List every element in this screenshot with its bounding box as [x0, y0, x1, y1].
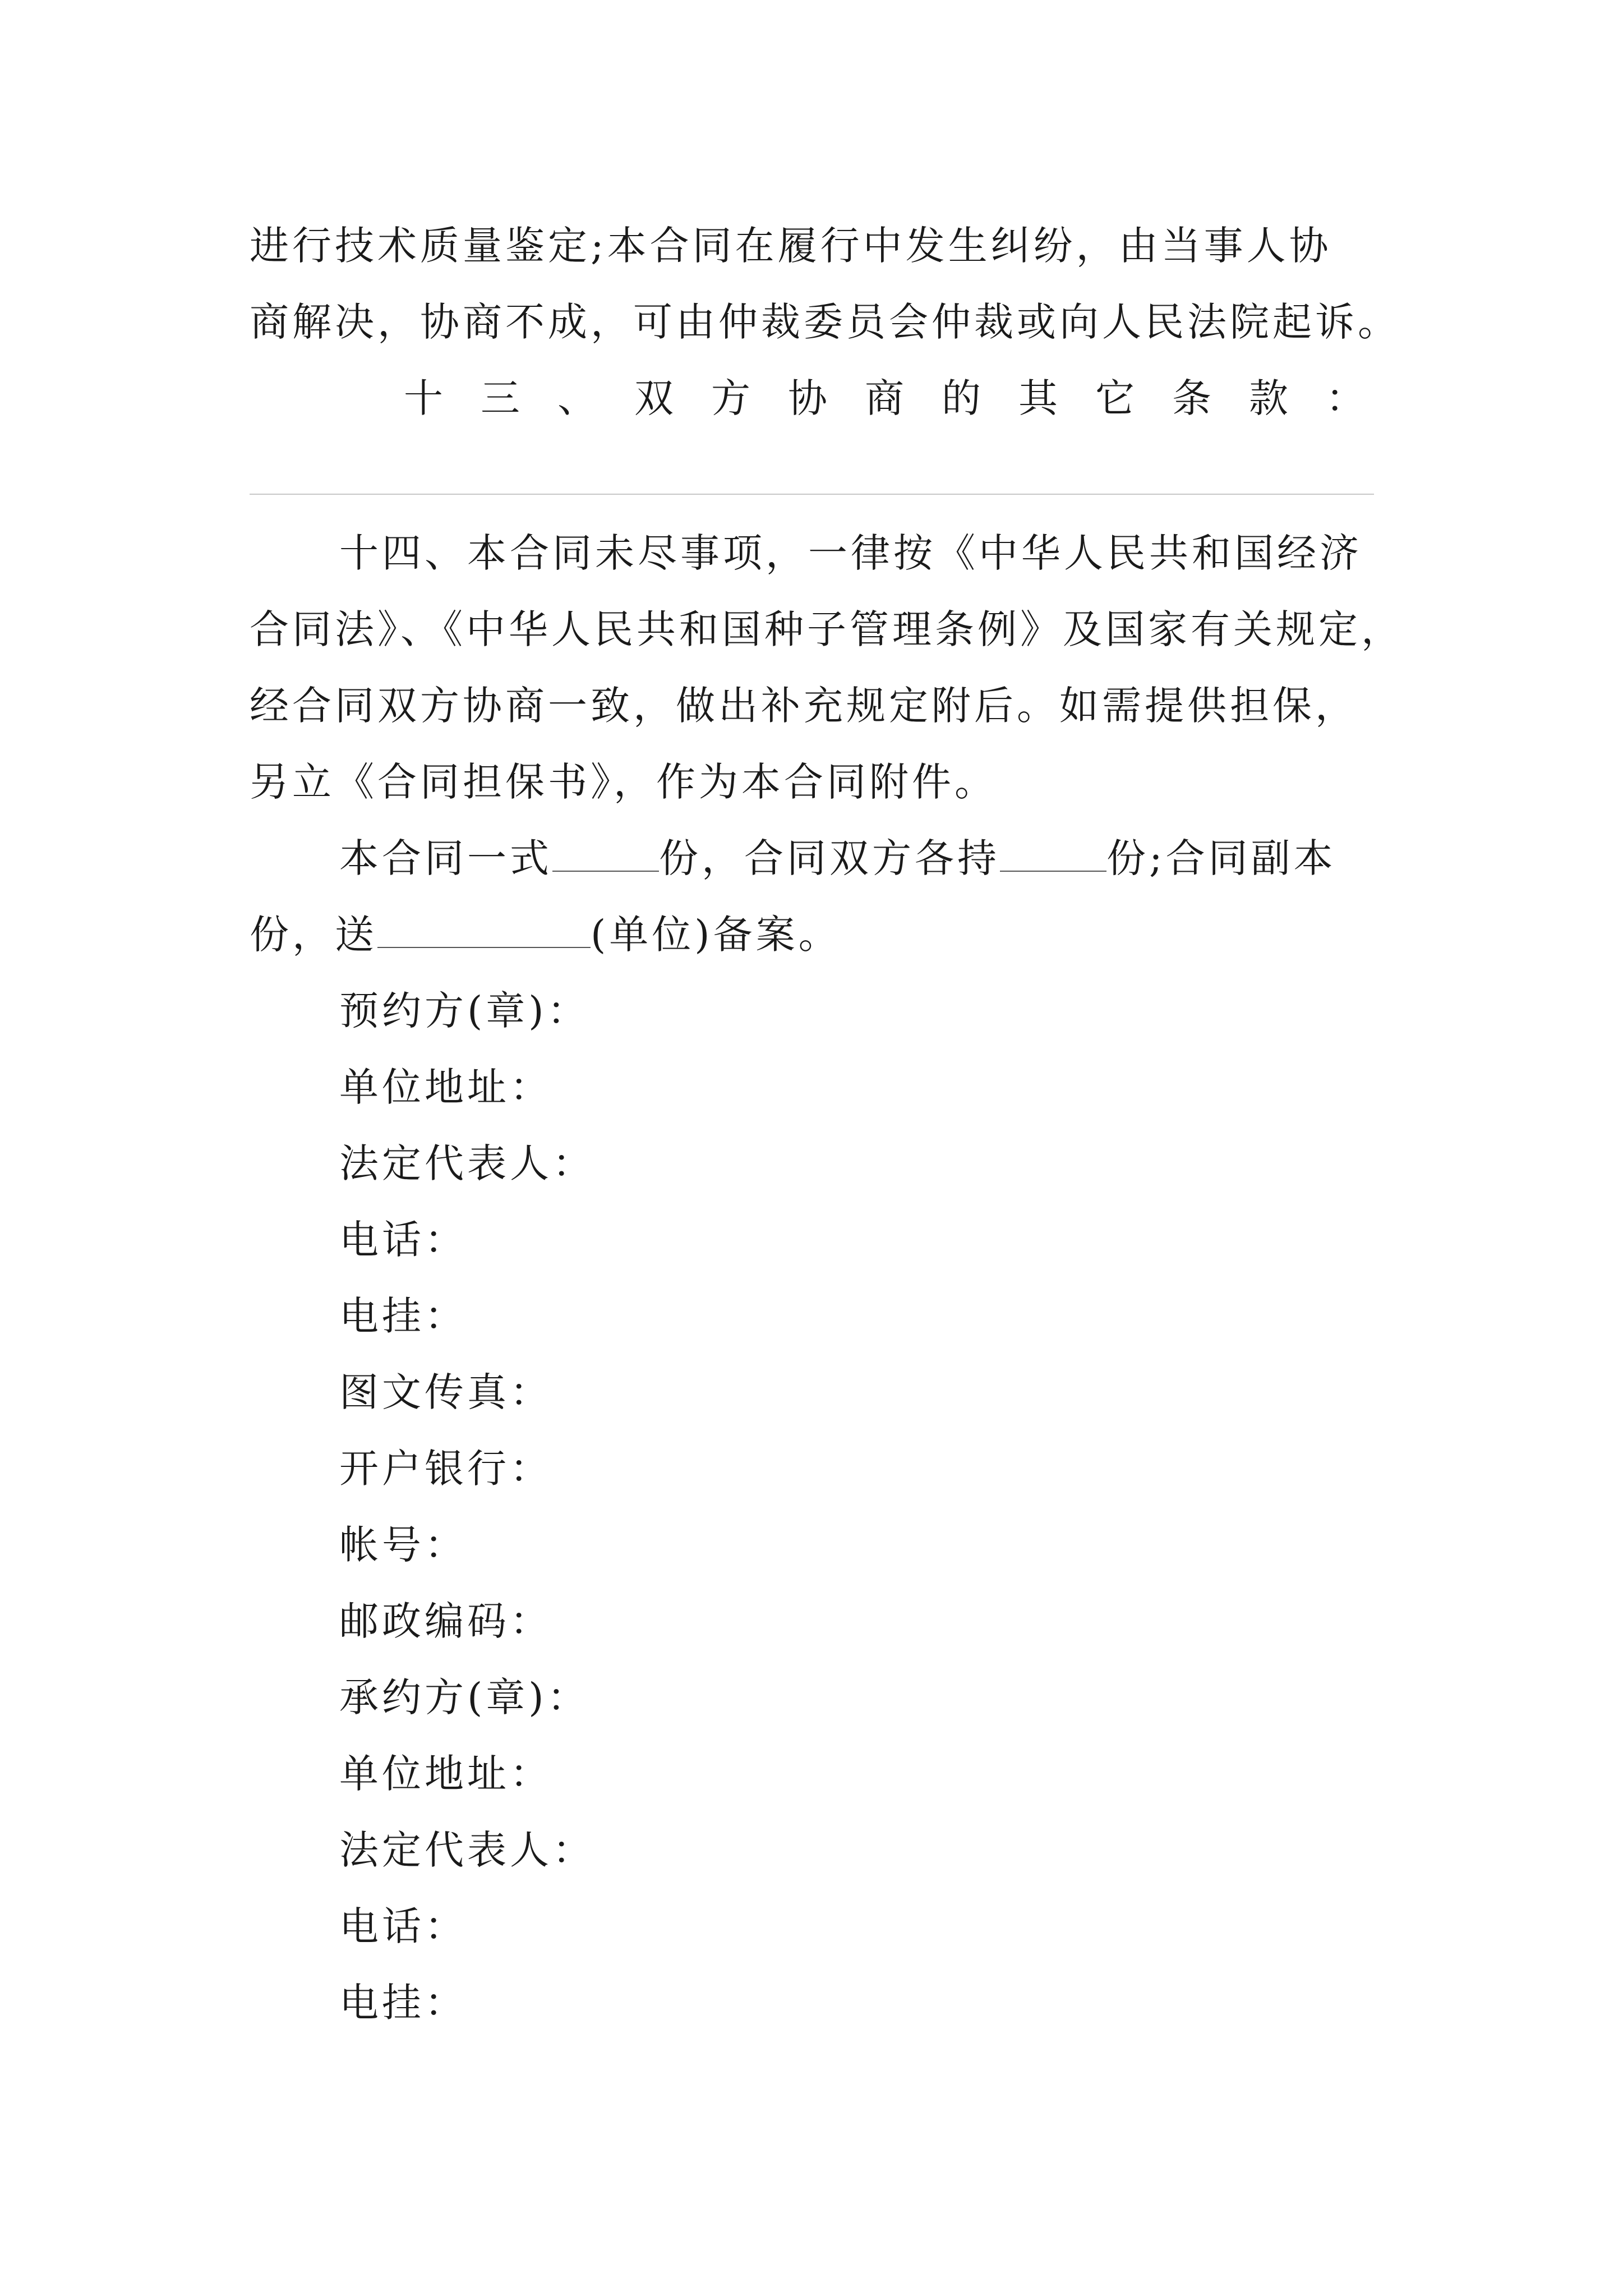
copies-line-1 [339, 830, 1388, 886]
heading-char: 商 [865, 375, 907, 421]
party-a-rep-label: 法定代表人： [339, 1140, 595, 1186]
heading-char: 、 [557, 375, 600, 421]
heading-char: ： [1326, 375, 1368, 421]
party-b-telegram-label: 电挂： [339, 1980, 467, 2026]
heading-char: 双 [634, 375, 677, 421]
heading-char: 协 [788, 375, 831, 421]
heading-char: 款 [1249, 375, 1292, 421]
copies-text: 份，送 [250, 912, 377, 958]
party-b-name-label: 承约方(章)： [339, 1674, 590, 1720]
copies-line-2 [250, 907, 1388, 963]
party-a-phone-label: 电话： [339, 1217, 467, 1263]
disputes-line-2: 商解决，协商不成，可由仲裁委员会仲裁或向人民法院起诉。 [250, 299, 1400, 345]
heading-char: 十 [404, 375, 446, 421]
copies-text: 本合同一式 [339, 835, 552, 881]
clause-14-line-3: 经合同双方协商一致，做出补充规定附后。如需提供担保， [250, 683, 1358, 729]
filing-unit-blank[interactable] [377, 912, 591, 948]
heading-char: 其 [1018, 375, 1061, 421]
heading-char: 方 [711, 375, 754, 421]
clause-14-line-2: 合同法》、《中华人民共和国种子管理条例》及国家有关规定， [250, 606, 1404, 652]
party-a-telegram-label: 电挂： [339, 1293, 467, 1339]
clause-14-line-4: 另立《合同担保书》，作为本合同附件。 [250, 759, 997, 805]
copies-text: 份;合同副本 [1106, 835, 1336, 881]
clause-13-heading [404, 370, 1368, 426]
heading-char: 条 [1172, 375, 1215, 421]
party-a-name-label: 预约方(章)： [339, 988, 590, 1034]
blank-terms-rule [250, 494, 1374, 495]
party-b-phone-label: 电话： [339, 1903, 467, 1949]
heading-char: 的 [942, 375, 984, 421]
party-a-bank-label: 开户银行： [339, 1446, 552, 1492]
clause-14-line-1: 十四、本合同未尽事项，一律按《中华人民共和国经济 [339, 530, 1362, 576]
party-a-address-label: 单位地址： [339, 1064, 552, 1110]
copies-text: (单位)备案。 [591, 912, 841, 958]
party-b-address-label: 单位地址： [339, 1751, 552, 1797]
heading-char: 三 [481, 375, 523, 421]
party-a-postcode-label: 邮政编码： [339, 1598, 552, 1644]
party-b-rep-label: 法定代表人： [339, 1827, 595, 1873]
disputes-line-1: 进行技术质量鉴定;本合同在履行中发生纠纷，由当事人协 [250, 223, 1332, 269]
heading-char: 它 [1095, 375, 1138, 421]
copies-text: 份，合同双方各持 [659, 835, 1000, 881]
party-a-fax-label: 图文传真： [339, 1369, 552, 1415]
copies-each-blank[interactable] [1000, 836, 1106, 872]
party-a-account-label: 帐号： [339, 1522, 467, 1568]
copies-count-blank[interactable] [552, 836, 659, 872]
